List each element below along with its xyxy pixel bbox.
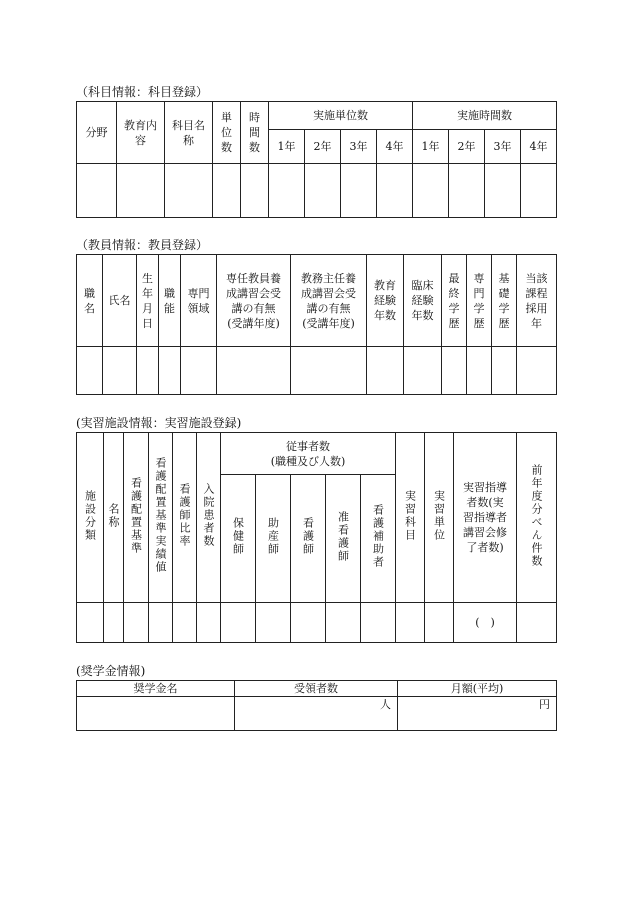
- header-nursing-aide: 看護補助者: [371, 504, 385, 569]
- teacher-info-title: （教員情報：教員登録）: [76, 238, 209, 252]
- facility-info-table: [76, 432, 557, 643]
- header-impl-hours: 実施時間数: [413, 102, 557, 130]
- header-chief-training: 教務主任養 成講習会受 講の有無 (受講年度): [291, 255, 367, 347]
- header-inpatients: 入院患者数: [202, 483, 215, 548]
- header-specialty: 専門 領域: [181, 255, 217, 347]
- header-name: 氏名: [103, 255, 137, 347]
- table-row: [77, 164, 557, 218]
- header-post: 職 名: [77, 255, 103, 347]
- monthly-unit: 円: [398, 697, 557, 731]
- header-staff-count: 従事者数 (職種及び人数): [221, 433, 396, 475]
- header-basic-education: 基 礎 学 歴: [492, 255, 517, 347]
- header-hire-year: 当該 課程 採用 年: [517, 255, 557, 347]
- header-midwife: 助産師: [266, 517, 280, 556]
- facility-info-title: (実習施設情報：実習施設登録): [76, 416, 242, 430]
- table-row: [77, 697, 557, 731]
- year-1: 1年: [413, 130, 449, 164]
- header-recipients: 受領者数: [235, 681, 398, 697]
- header-content: 教育内 容: [117, 102, 165, 164]
- header-staffing-standard: 看護配置基準: [129, 476, 143, 555]
- header-birthdate: 生 年 月 日: [137, 255, 159, 347]
- year-4: 4年: [377, 130, 413, 164]
- header-instructors: 実習指導 者数(実 習指導者 講習会修 了者数): [454, 433, 517, 603]
- header-practice-subject: 実習科目: [403, 489, 417, 542]
- header-scholarship-name: 奨学金名: [77, 681, 235, 697]
- header-practice-units: 実習単位: [432, 489, 446, 542]
- header-public-health-nurse: 保健師: [231, 517, 245, 556]
- year-3: 3年: [485, 130, 521, 164]
- header-facility-class: 施設分類: [83, 489, 97, 542]
- scholarship-info-table: [76, 680, 557, 731]
- header-nurse: 看護師: [301, 517, 315, 556]
- header-role: 職 能: [159, 255, 181, 347]
- header-units: 単 位 数: [213, 102, 241, 164]
- year-3: 3年: [341, 130, 377, 164]
- table-row: [77, 603, 557, 643]
- header-associate-nurse: 准看護師: [336, 510, 350, 563]
- header-impl-units: 実施単位数: [269, 102, 413, 130]
- header-clinical-experience: 臨床 経験 年数: [404, 255, 442, 347]
- header-prev-year-births: 前年度分べん件数: [530, 463, 544, 568]
- subject-info-title: （科目情報：科目登録）: [76, 85, 209, 99]
- year-2: 2年: [449, 130, 485, 164]
- header-staffing-actual: 看護配置基準実績値: [154, 457, 167, 574]
- header-field: 分野: [77, 102, 117, 164]
- header-subject-name: 科目名 称: [165, 102, 213, 164]
- header-hours: 時 間 数: [241, 102, 269, 164]
- header-teaching-experience: 教育 経験 年数: [367, 255, 404, 347]
- year-4: 4年: [521, 130, 557, 164]
- header-nurse-ratio: 看護師比率: [178, 483, 191, 548]
- teacher-info-table: [76, 254, 557, 395]
- table-row: [77, 347, 557, 395]
- scholarship-info-title: (奨学金情報): [76, 664, 146, 678]
- header-fulltime-training: 専任教員養 成講習会受 講の有無 (受講年度): [217, 255, 291, 347]
- instructor-count-cell: ( ): [454, 603, 517, 643]
- year-2: 2年: [305, 130, 341, 164]
- header-facility-name: 名称: [107, 502, 120, 529]
- subject-info-table: [76, 101, 557, 218]
- header-specialized-education: 専 門 学 歴: [467, 255, 492, 347]
- header-final-education: 最 終 学 歴: [442, 255, 467, 347]
- recipients-unit: 人: [235, 697, 398, 731]
- header-monthly-amount: 月額(平均): [398, 681, 557, 697]
- year-1: 1年: [269, 130, 305, 164]
